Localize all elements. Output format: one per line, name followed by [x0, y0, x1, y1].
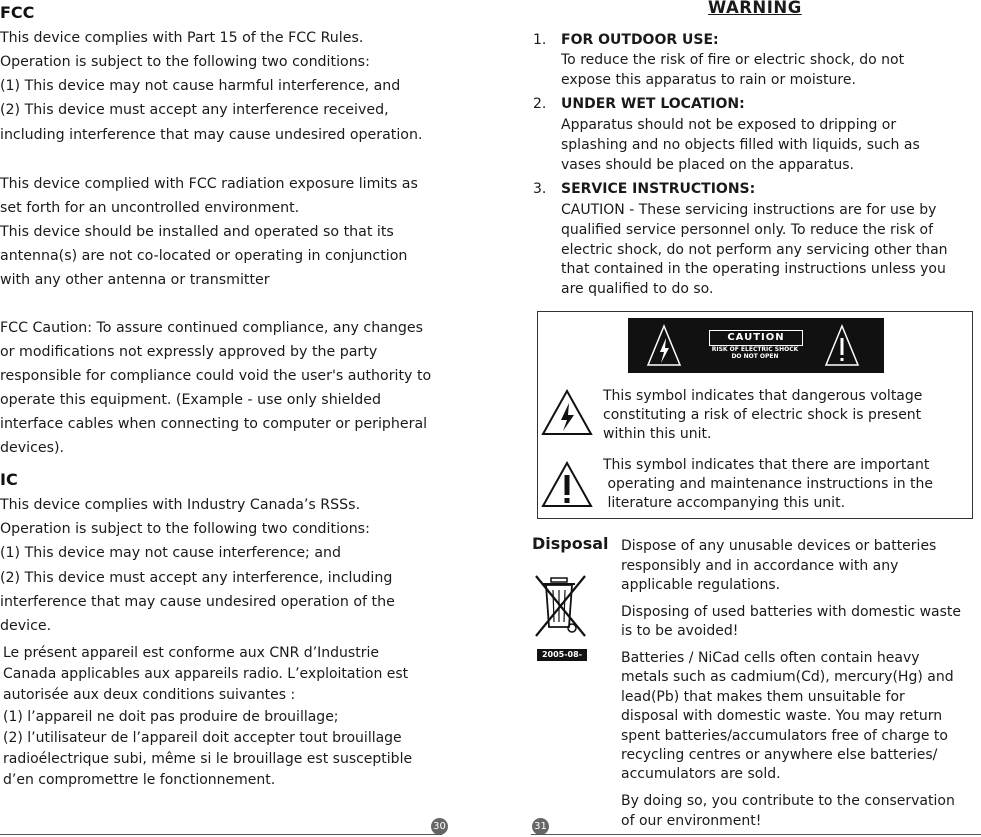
french-line: d’en compromettre le fonctionnement.: [3, 772, 276, 788]
voltage-symbol-line: constituting a risk of electric shock is present: [603, 407, 922, 423]
item-line: vases should be placed on the apparatus.: [561, 157, 854, 173]
caution-line: devices).: [0, 440, 65, 456]
caution-line: interface cables when connecting to computer or peripheral: [0, 416, 428, 432]
exposure-line: This device complied with FCC radiation exposure limits as: [0, 176, 418, 192]
item-line: CAUTION - These servicing instructions are for use by: [561, 202, 937, 218]
item-number: 1.: [533, 32, 547, 48]
exposure-line: antenna(s) are not co-located or operating in conjunction: [0, 248, 408, 264]
french-line: (2) l’utilisateur de l’appareil doit accepter tout brouillage: [3, 730, 402, 746]
disposal-line: is to be avoided!: [621, 623, 739, 639]
fcc-line: (1) This device may not cause harmful interference, and: [0, 78, 401, 94]
caution-line: FCC Caution: To assure continued compliance, any changes: [0, 320, 424, 336]
ic-line: This device complies with Industry Canada’s RSSs.: [0, 497, 361, 513]
crossed-out-bin-icon: [531, 572, 589, 642]
page-number-right: 31: [532, 818, 549, 835]
page-divider-right: [531, 834, 981, 835]
item-heading: UNDER WET LOCATION:: [561, 96, 745, 112]
fcc-heading: FCC: [0, 3, 35, 22]
caution-sub-line: RISK OF ELECTRIC SHOCK: [711, 346, 799, 353]
item-line: To reduce the risk of fire or electric shock, do not: [561, 52, 905, 68]
disposal-line: of our environment!: [621, 813, 762, 829]
exposure-line: with any other antenna or transmitter: [0, 272, 270, 288]
disposal-line: metals such as cadmium(Cd), mercury(Hg) and: [621, 669, 954, 685]
item-number: 2.: [533, 96, 547, 112]
french-line: Canada applicables aux appareils radio. L’exploitation est: [3, 666, 409, 682]
exclamation-warning-icon: [826, 326, 858, 365]
item-line: qualified service personnel only. To reduce the risk of: [561, 222, 934, 238]
ic-line: (2) This device must accept any interference, including: [0, 570, 393, 586]
voltage-symbol-line: This symbol indicates that dangerous voltage: [603, 388, 923, 404]
page-divider-left: [0, 834, 442, 835]
fcc-line: including interference that may cause undesired operation.: [0, 127, 423, 143]
exposure-line: set forth for an uncontrolled environment.: [0, 200, 300, 216]
caution-label: CAUTION: [709, 330, 803, 346]
warning-title: WARNING: [708, 0, 802, 17]
disposal-line: accumulators are sold.: [621, 766, 781, 782]
fcc-line: This device complies with Part 15 of the FCC Rules.: [0, 30, 364, 46]
caution-line: or modifications not expressly approved by the party: [0, 344, 378, 360]
lightning-warning-icon: [541, 389, 593, 437]
french-line: Le présent appareil est conforme aux CNR d’Industrie: [3, 645, 379, 661]
instruction-symbol-line: This symbol indicates that there are important: [603, 457, 930, 473]
item-line: electric shock, do not perform any servicing other than: [561, 242, 948, 258]
voltage-symbol-line: within this unit.: [603, 426, 712, 442]
disposal-line: applicable regulations.: [621, 577, 781, 593]
item-line: are qualified to do so.: [561, 281, 714, 297]
disposal-date-badge: 2005-08-13: [537, 649, 587, 661]
disposal-line: lead(Pb) that makes them unsuitable for: [621, 689, 905, 705]
item-number: 3.: [533, 181, 547, 197]
caution-line: responsible for compliance could void the user's authority to: [0, 368, 432, 384]
disposal-line: responsibly and in accordance with any: [621, 558, 899, 574]
ic-line: device.: [0, 618, 52, 634]
fcc-line: Operation is subject to the following two conditions:: [0, 54, 370, 70]
disposal-line: spent batteries/accumulators free of charge to: [621, 728, 948, 744]
french-line: radioélectrique subi, même si le brouillage est susceptible: [3, 751, 413, 767]
item-line: splashing and no objects filled with liquids, such as: [561, 137, 920, 153]
disposal-line: recycling centres or anywhere else batteries/: [621, 747, 938, 763]
item-line: expose this apparatus to rain or moisture.: [561, 72, 856, 88]
disposal-heading: Disposal: [532, 534, 609, 553]
item-line: that contained in the operating instructions unless you: [561, 261, 946, 277]
disposal-line: By doing so, you contribute to the conservation: [621, 793, 955, 809]
disposal-line: Disposing of used batteries with domestic waste: [621, 604, 962, 620]
caution-sub-line: DO NOT OPEN: [731, 353, 779, 360]
page-number-left: 30: [431, 818, 448, 835]
disposal-line: disposal with domestic waste. You may return: [621, 708, 943, 724]
item-line: Apparatus should not be exposed to dripping or: [561, 117, 897, 133]
disposal-line: Dispose of any unusable devices or batteries: [621, 538, 937, 554]
instruction-symbol-line: literature accompanying this unit.: [603, 495, 846, 511]
item-heading: FOR OUTDOOR USE:: [561, 32, 719, 48]
lightning-warning-icon: [648, 326, 680, 365]
item-heading: SERVICE INSTRUCTIONS:: [561, 181, 756, 197]
ic-line: (1) This device may not cause interference; and: [0, 545, 342, 561]
french-line: autorisée aux deux conditions suivantes :: [3, 687, 296, 703]
ic-line: Operation is subject to the following two conditions:: [0, 521, 370, 537]
french-line: (1) l’appareil ne doit pas produire de brouillage;: [3, 709, 339, 725]
ic-line: interference that may cause undesired operation of the: [0, 594, 395, 610]
caution-line: operate this equipment. (Example - use only shielded: [0, 392, 382, 408]
disposal-line: Batteries / NiCad cells often contain heavy: [621, 650, 920, 666]
caution-sub-label: [709, 346, 801, 360]
exposure-line: This device should be installed and operated so that its: [0, 224, 394, 240]
instruction-symbol-line: operating and maintenance instructions in the: [603, 476, 934, 492]
ic-heading: IC: [0, 470, 18, 489]
fcc-line: (2) This device must accept any interference received,: [0, 102, 389, 118]
exclamation-warning-icon: [541, 461, 593, 509]
